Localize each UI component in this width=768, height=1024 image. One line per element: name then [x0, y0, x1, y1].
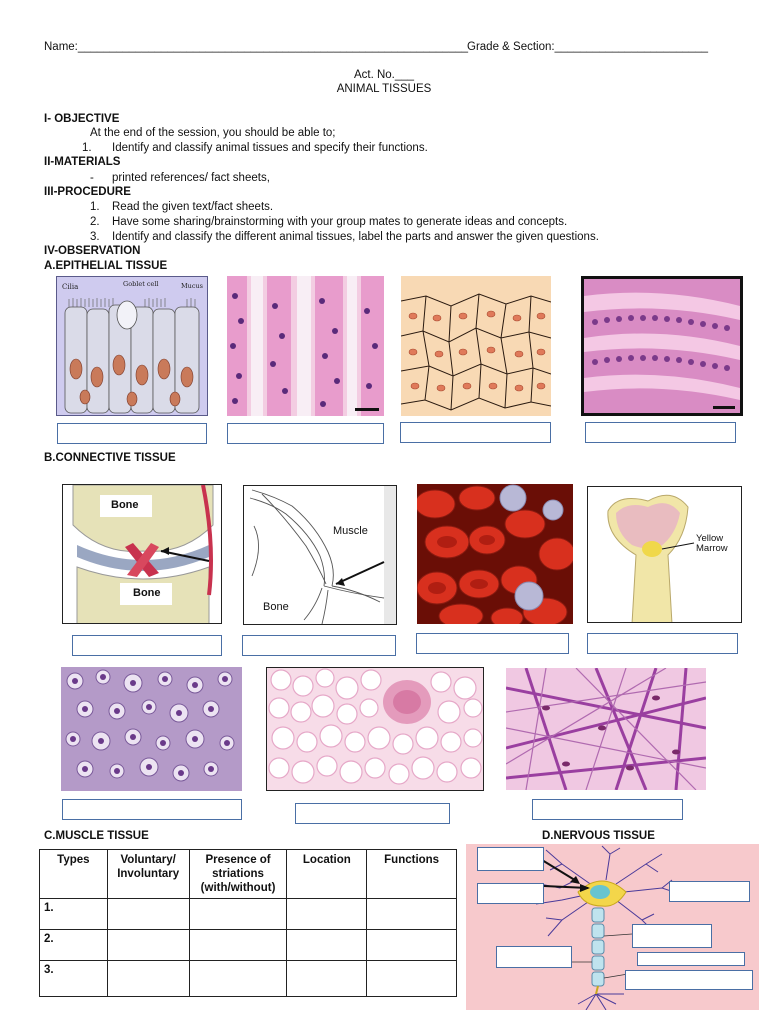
procedure-item-number: 1.	[90, 201, 100, 213]
observation-heading: IV-OBSERVATION	[44, 245, 141, 257]
ciliated-columnar-epithelium-image	[56, 276, 208, 416]
table-cell[interactable]	[367, 899, 457, 930]
stratified-epithelium-micrograph	[581, 276, 743, 416]
muscle-label: Muscle	[333, 525, 368, 537]
bone-marrow-image	[587, 486, 742, 623]
yellow-marrow-label: Yellow Marrow	[696, 533, 728, 554]
pseudostratified-epithelium-micrograph	[227, 276, 384, 416]
objective-heading: I- OBJECTIVE	[44, 113, 120, 125]
table-cell[interactable]	[107, 899, 189, 930]
procedure-item-number: 2.	[90, 216, 100, 228]
row-number: 1.	[40, 899, 108, 930]
connective-answer-box-1[interactable]	[72, 635, 222, 656]
column-header-striations: Presence of striations (with/without)	[189, 850, 287, 899]
table-cell[interactable]	[189, 961, 287, 997]
squamous-epithelium-image	[401, 276, 551, 416]
connective-heading: B.CONNECTIVE TISSUE	[44, 452, 176, 464]
materials-item-bullet: -	[90, 172, 94, 184]
table-cell[interactable]	[287, 899, 367, 930]
nervous-answer-box-5[interactable]	[496, 946, 572, 968]
goblet-cell-label: Goblet cell	[123, 280, 159, 288]
muscle-tissue-heading: C.MUSCLE TISSUE	[44, 830, 149, 842]
table-cell[interactable]	[189, 899, 287, 930]
activity-number: Act. No.___	[353, 69, 415, 81]
adipose-tissue-micrograph	[266, 667, 484, 791]
epithelial-answer-box-4[interactable]	[585, 422, 736, 443]
objective-intro: At the end of the session, you should be able to;	[90, 127, 336, 139]
page-title: ANIMAL TISSUES	[336, 83, 432, 95]
procedure-item-text: Identify and classify the different animal tissues, label the parts and answer the given questions.	[112, 231, 599, 243]
objective-item-text: Identify and classify animal tissues and specify their functions.	[112, 142, 428, 154]
procedure-heading: III-PROCEDURE	[44, 186, 131, 198]
cilia-label: Cilia	[62, 283, 79, 291]
nervous-answer-box-6[interactable]	[637, 952, 745, 966]
table-row	[40, 961, 457, 997]
table-cell[interactable]	[287, 930, 367, 961]
row-number: 2.	[40, 930, 108, 961]
table-cell[interactable]	[367, 961, 457, 997]
epithelial-answer-box-1[interactable]	[57, 423, 207, 444]
connective-answer-box-5[interactable]	[62, 799, 242, 820]
cartilage-micrograph	[61, 667, 242, 791]
blood-cells-image	[417, 484, 573, 624]
nervous-answer-box-2[interactable]	[477, 883, 544, 904]
knee-ligament-image	[62, 484, 222, 624]
table-cell[interactable]	[287, 961, 367, 997]
grade-section-field-label: Grade & Section:________________________	[467, 41, 709, 53]
epithelial-answer-box-3[interactable]	[400, 422, 551, 443]
mucus-label: Mucus	[181, 282, 204, 290]
table-cell[interactable]	[107, 961, 189, 997]
nervous-tissue-heading: D.NERVOUS TISSUE	[542, 830, 655, 842]
bone-label-bottom: Bone	[133, 587, 161, 599]
connective-answer-box-2[interactable]	[242, 635, 396, 656]
table-row	[40, 899, 457, 930]
objective-item-number: 1.	[82, 142, 92, 154]
column-header-location: Location	[287, 850, 367, 899]
bone-label-top: Bone	[111, 499, 139, 511]
materials-item-text: printed references/ fact sheets,	[112, 172, 270, 184]
procedure-item-text: Have some sharing/brainstorming with your group mates to generate ideas and concepts.	[112, 216, 568, 228]
column-header-voluntary: Voluntary/ Involuntary	[107, 850, 189, 899]
table-cell[interactable]	[107, 930, 189, 961]
connective-answer-box-7[interactable]	[532, 799, 683, 820]
connective-answer-box-3[interactable]	[416, 633, 569, 654]
epithelial-heading: A.EPITHELIAL TISSUE	[44, 260, 168, 272]
nervous-answer-box-4[interactable]	[632, 924, 712, 948]
procedure-item-text: Read the given text/fact sheets.	[112, 201, 274, 213]
column-header-types: Types	[40, 850, 108, 899]
table-row	[40, 930, 457, 961]
row-number: 3.	[40, 961, 108, 997]
tendon-bone-label: Bone	[263, 601, 289, 613]
materials-heading: II-MATERIALS	[44, 156, 121, 168]
column-header-functions: Functions	[367, 850, 457, 899]
table-header-row	[40, 850, 457, 899]
areolar-tissue-micrograph	[506, 668, 706, 790]
table-cell[interactable]	[189, 930, 287, 961]
epithelial-answer-box-2[interactable]	[227, 423, 384, 444]
nervous-answer-box-7[interactable]	[625, 970, 753, 990]
connective-answer-box-6[interactable]	[295, 803, 450, 824]
nervous-answer-box-1[interactable]	[477, 847, 544, 871]
name-field-label: Name:_____________________________________________________________	[44, 41, 469, 53]
muscle-tissue-table	[39, 849, 457, 997]
procedure-item-number: 3.	[90, 231, 100, 243]
connective-answer-box-4[interactable]	[587, 633, 738, 654]
nervous-answer-box-3[interactable]	[669, 881, 750, 902]
table-cell[interactable]	[367, 930, 457, 961]
